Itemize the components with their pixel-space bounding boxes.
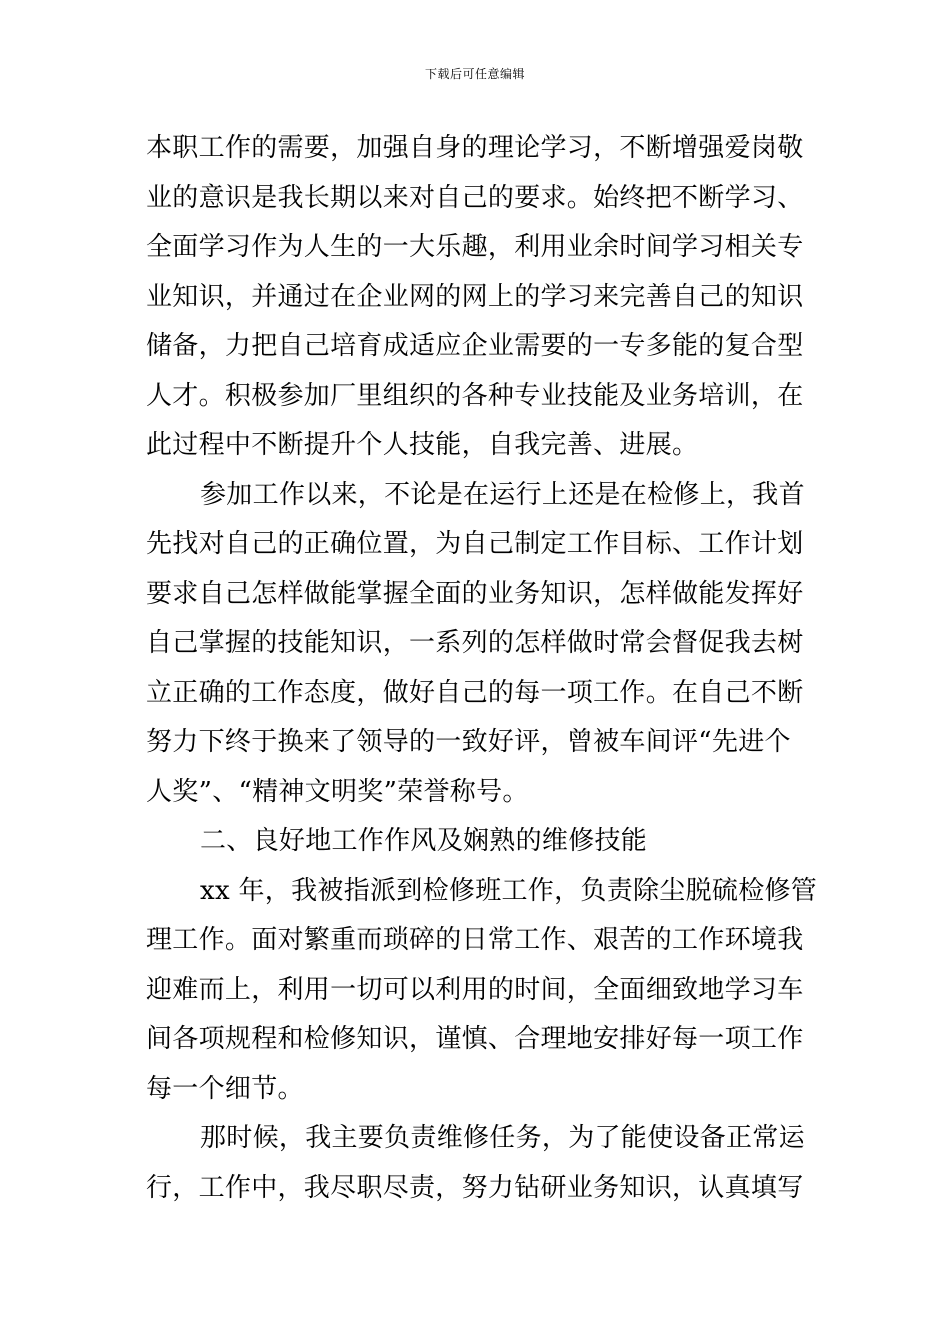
page-header: 下载后可任意编辑 <box>424 67 525 81</box>
text-line: 业知识，并通过在企业网的网上的学习来完善自己的知识 <box>146 281 804 312</box>
paragraph-start-line: 参加工作以来，不论是在运行上还是在检修上，我首 <box>200 479 805 510</box>
section-heading: 二、良好地工作作风及娴熟的维修技能 <box>200 826 648 856</box>
text-line: 人奖”、“精神文明奖”荣誉称号。 <box>146 776 529 807</box>
text-line: 自己掌握的技能知识，一系列的怎样做时常会督促我去树 <box>146 628 804 658</box>
text-line: 努力下终于换来了领导的一致好评，曾被车间评“先进个 <box>146 727 791 757</box>
text-line: 储备，力把自己培育成适应企业需要的一专多能的复合型 <box>146 331 804 361</box>
paragraph-start-line: 那时候，我主要负责维修任务，为了能使设备正常运 <box>200 1123 805 1153</box>
paragraph-start-line: xx 年，我被指派到检修班工作，负责除尘脱硫检修管 <box>200 875 818 906</box>
text-line: 理工作。面对繁重而琐碎的日常工作、艰苦的工作环境我 <box>146 925 804 955</box>
text-line: 立正确的工作态度，做好自己的每一项工作。在自己不断 <box>146 677 804 708</box>
text-line: 业的意识是我长期以来对自己的要求。始终把不断学习、 <box>146 182 804 213</box>
text-line: 先找对自己的正确位置，为自己制定工作目标、工作计划 <box>146 529 804 559</box>
text-line: 间各项规程和检修知识，谨慎、合理地安排好每一项工作 <box>146 1024 804 1054</box>
text-line: 每一个细节。 <box>146 1073 304 1104</box>
text-line: 要求自己怎样做能掌握全面的业务知识，怎样做能发挥好 <box>146 578 804 609</box>
text-line: 人才。积极参加厂里组织的各种专业技能及业务培训，在 <box>146 380 804 411</box>
text-line: 本职工作的需要，加强自身的理论学习，不断增强爱岗敬 <box>146 133 804 163</box>
text-line: 全面学习作为人生的一大乐趣，利用业余时间学习相关专 <box>146 232 804 262</box>
text-line: 迎难而上，利用一切可以利用的时间，全面细致地学习车 <box>146 974 804 1005</box>
text-line: 此过程中不断提升个人技能，自我完善、进展。 <box>146 430 699 460</box>
text-line: 行，工作中，我尽职尽责，努力钻研业务知识，认真填写 <box>146 1172 804 1203</box>
body-text <box>146 124 816 1213</box>
